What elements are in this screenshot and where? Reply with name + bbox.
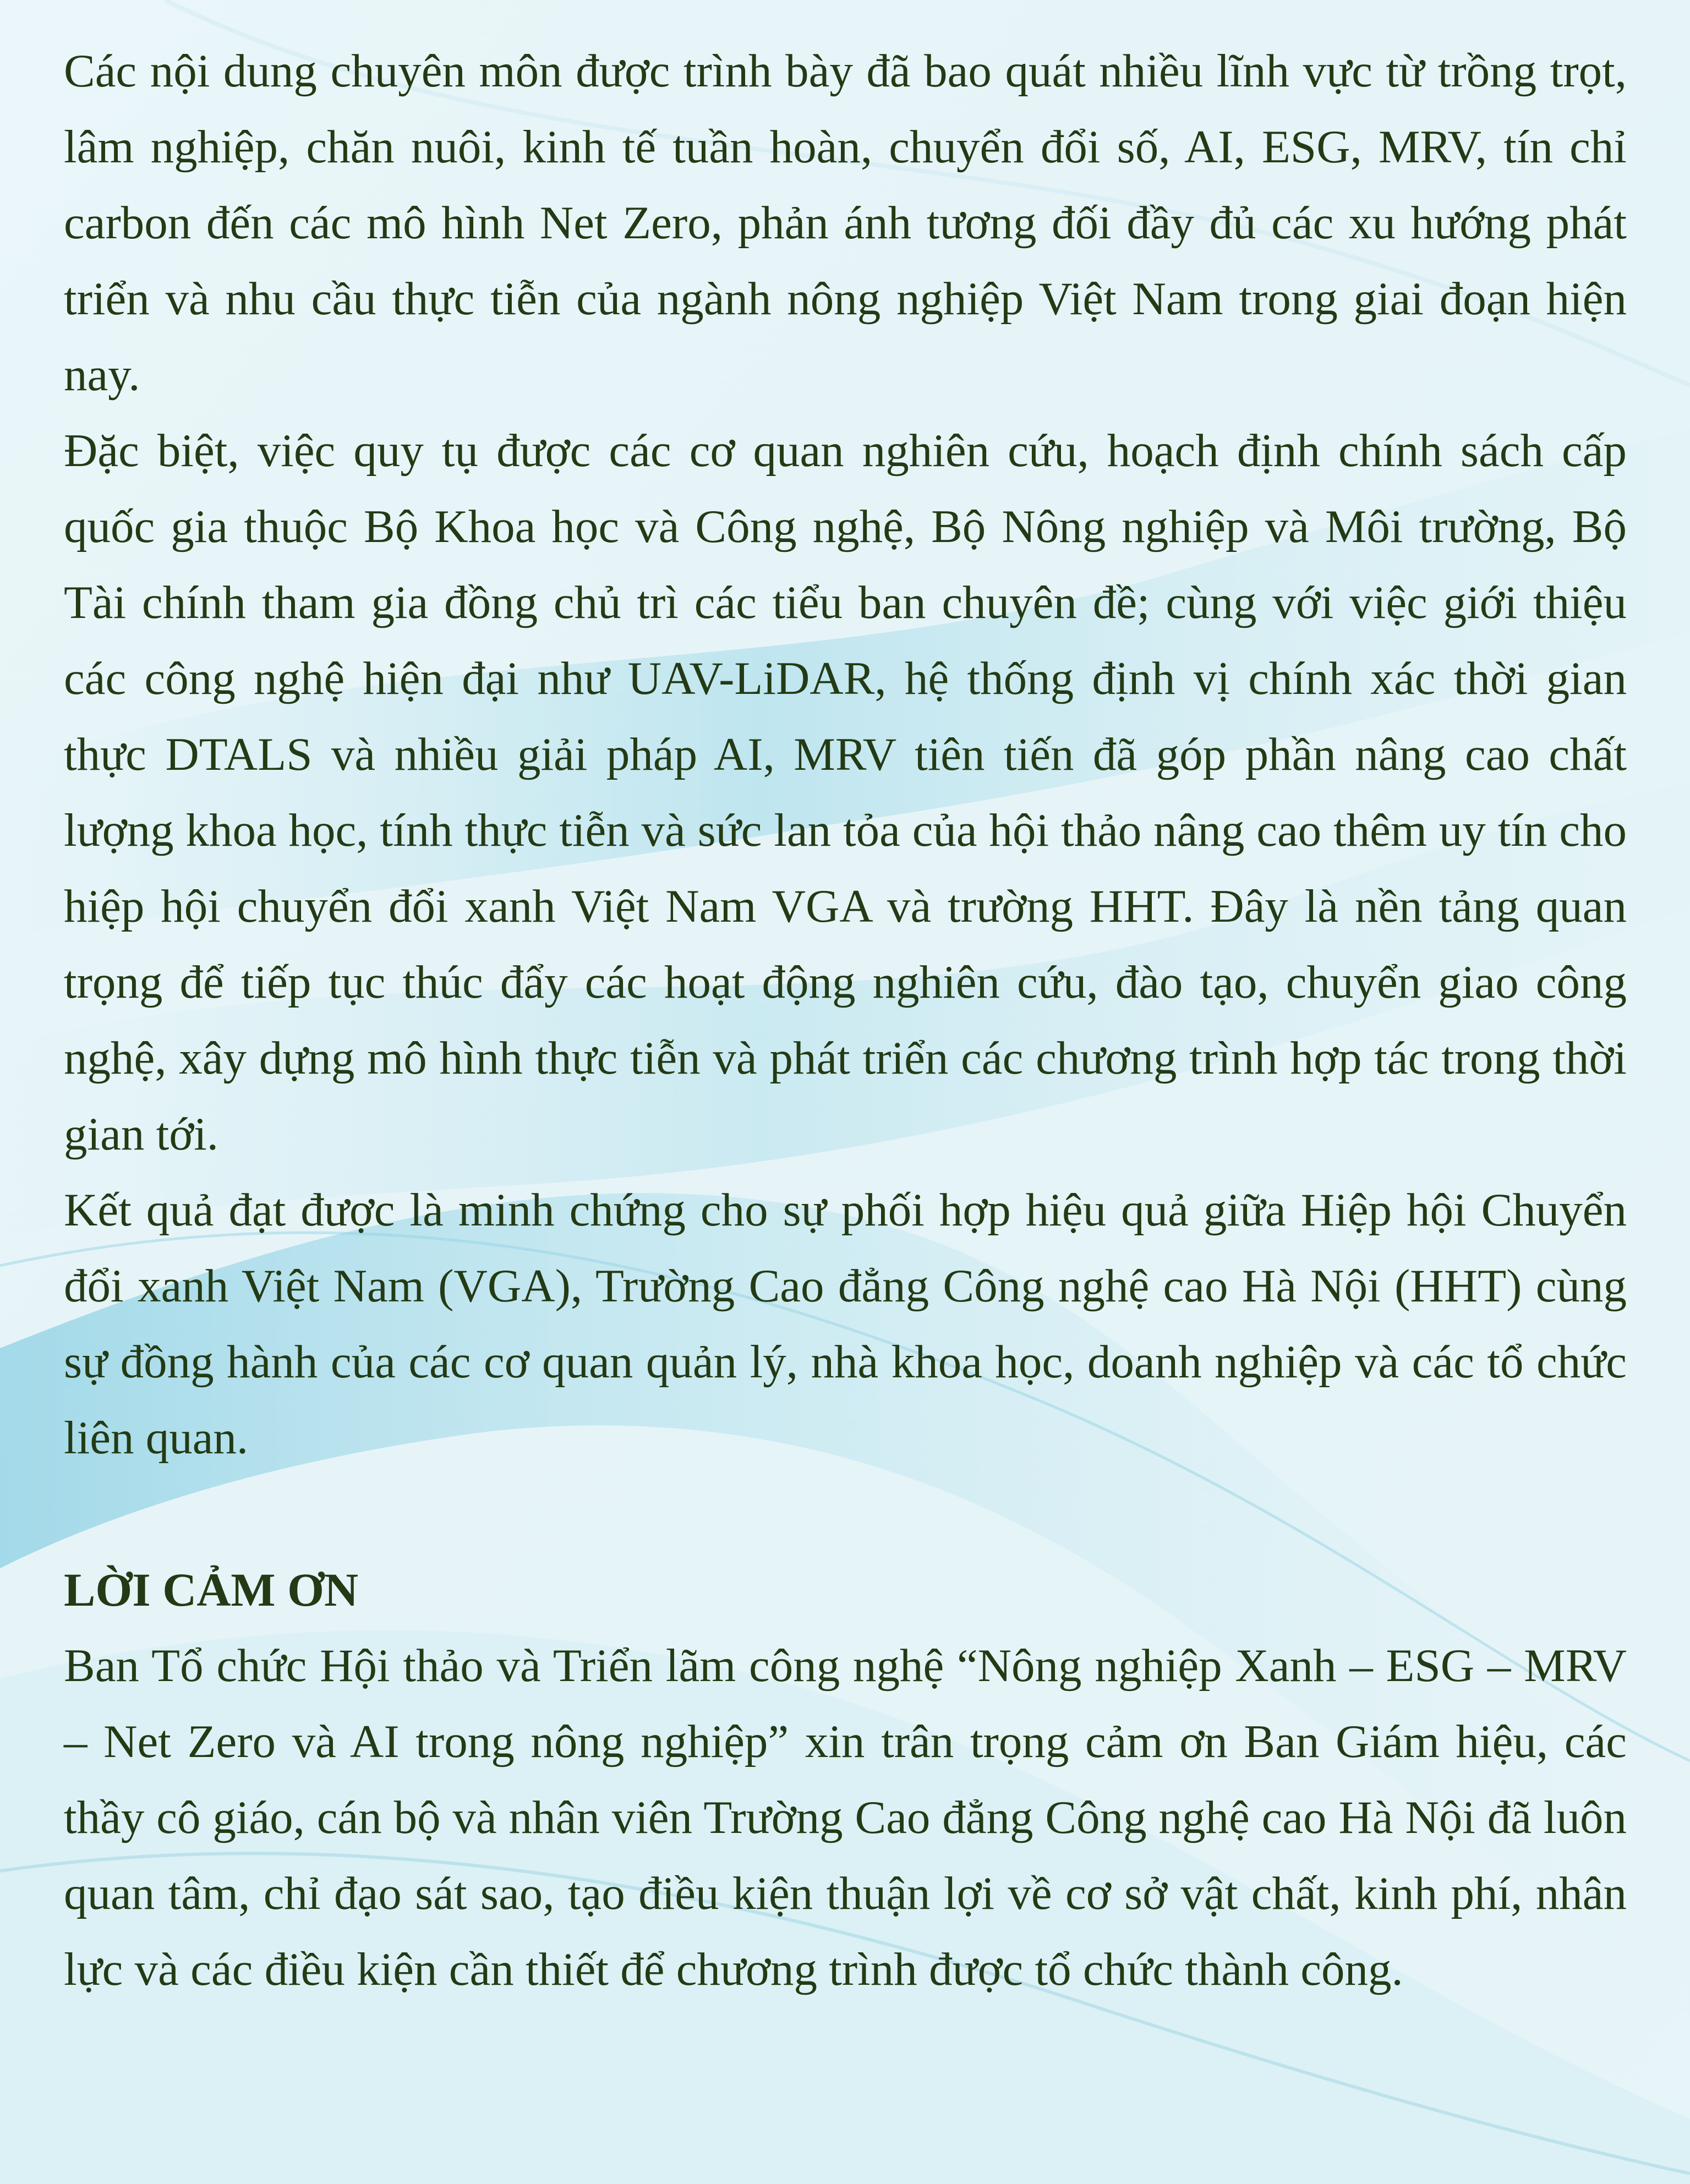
acknowledgement-paragraph: Ban Tổ chức Hội thảo và Triển lãm công nghệ “Nông nghiệp Xanh – ESG – MRV – Net Zero và AI trong nông nghiệp” xin trân trọng cảm ơn Ban Giám hiệu, các thầy cô giáo, cán bộ và nhân viên Trường Cao đẳng Công nghệ cao Hà Nội đã luôn quan tâm, chỉ đạo sát sao, tạo điều kiện thuận lợi về cơ sở vật chất, kinh phí, nhân lực và các điều kiện cần thiết để chương trình được tổ chức thành công. <box>64 1640 1627 1995</box>
paragraph-scope: Các nội dung chuyên môn được trình bày đã bao quát nhiều lĩnh vực từ trồng trọt, lâm nghiệp, chăn nuôi, kinh tế tuần hoàn, chuyển đổi số, AI, ESG, MRV, tín chỉ carbon đến các mô hình Net Zero, phản ánh tương đối đầy đủ các xu hướng phát triển và nhu cầu thực tiễn của ngành nông nghiệp Việt Nam trong giai đoạn hiện nay. <box>64 45 1627 401</box>
document-body <box>64 33 1627 2007</box>
acknowledgement-heading: LỜI CẢM ƠN <box>64 1563 359 1616</box>
paragraph-results: Kết quả đạt được là minh chứng cho sự phối hợp hiệu quả giữa Hiệp hội Chuyển đổi xanh Việt Nam (VGA), Trường Cao đẳng Công nghệ cao Hà Nội (HHT) cùng sự đồng hành của các cơ quan quản lý, nhà khoa học, doanh nghiệp và các tổ chức liên quan. <box>64 1184 1627 1464</box>
paragraph-highlights: Đặc biệt, việc quy tụ được các cơ quan nghiên cứu, hoạch định chính sách cấp quốc gia thuộc Bộ Khoa học và Công nghệ, Bộ Nông nghiệp và Môi trường, Bộ Tài chính tham gia đồng chủ trì các tiểu ban chuyên đề; cùng với việc giới thiệu các công nghệ hiện đại như UAV-LiDAR, hệ thống định vị chính xác thời gian thực DTALS và nhiều giải pháp AI, MRV tiên tiến đã góp phần nâng cao chất lượng khoa học, tính thực tiễn và sức lan tỏa của hội thảo nâng cao thêm uy tín cho hiệp hội chuyển đổi xanh Việt Nam VGA và trường HHT. Đây là nền tảng quan trọng để tiếp tục thúc đẩy các hoạt động nghiên cứu, đào tạo, chuyển giao công nghệ, xây dựng mô hình thực tiễn và phát triển các chương trình hợp tác trong thời gian tới. <box>64 425 1627 1160</box>
